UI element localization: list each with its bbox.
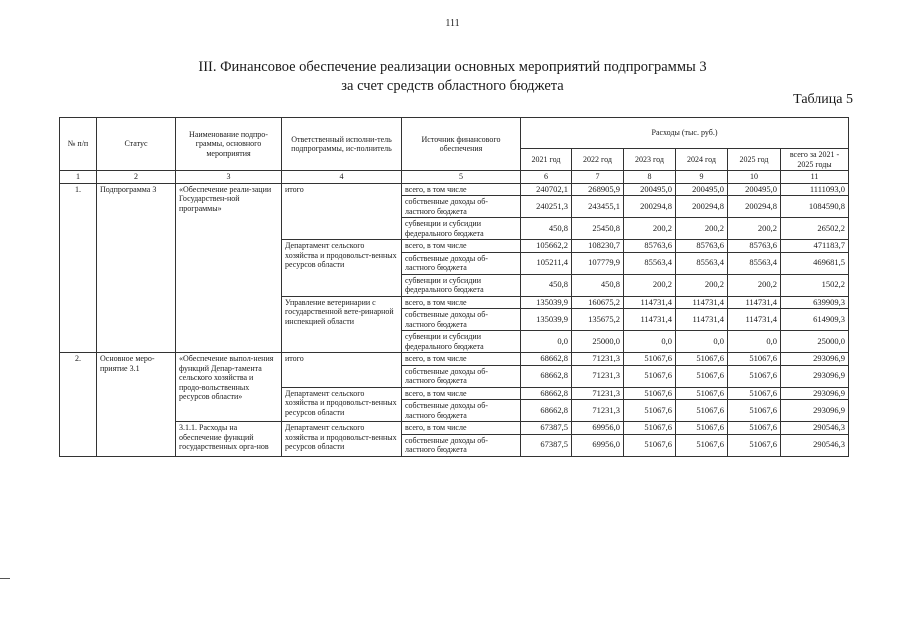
value-2025: 51067,6 [728,422,781,435]
value-2023: 85763,6 [624,240,676,253]
value-2021: 135039,9 [521,296,572,309]
table-label: Таблица 5 [793,92,853,107]
header-num: № п/п [60,118,97,171]
value-2025: 114731,4 [728,309,781,331]
row-source: всего, в том числе [402,183,521,196]
column-number: 7 [572,171,624,184]
page-title [100,58,805,96]
column-number: 2 [97,171,176,184]
value-2024: 51067,6 [676,387,728,400]
column-number: 11 [781,171,849,184]
value-total: 639909,3 [781,296,849,309]
value-2021: 105211,4 [521,252,572,274]
value-total: 1084590,8 [781,196,849,218]
row-status: Основное меро-приятие 3.1 [97,353,176,457]
value-2021: 0,0 [521,331,572,353]
value-2025: 114731,4 [728,296,781,309]
value-2021: 68662,8 [521,400,572,422]
value-2023: 85563,4 [624,252,676,274]
value-2021: 68662,8 [521,353,572,366]
value-2024: 114731,4 [676,296,728,309]
value-total: 1111093,0 [781,183,849,196]
row-executor: Департамент сельского хозяйства и продовольст-венных ресурсов области [282,387,402,422]
value-2024: 200,2 [676,218,728,240]
value-2025: 51067,6 [728,353,781,366]
value-2023: 200,2 [624,274,676,296]
header-year-2023: 2023 год [624,149,676,171]
row-source: субвенции и субсидии федерального бюджета [402,218,521,240]
value-2021: 240251,3 [521,196,572,218]
row-executor: итого [282,353,402,388]
value-2023: 200294,8 [624,196,676,218]
scan-edge-mark [0,578,10,579]
value-2023: 51067,6 [624,434,676,456]
value-2025: 85563,4 [728,252,781,274]
title-line-1: III. Финансовое обеспечение реализации основных мероприятий подпрограммы 3 [198,59,707,75]
value-2022: 108230,7 [572,240,624,253]
value-total: 26502,2 [781,218,849,240]
header-year-2024: 2024 год [676,149,728,171]
budget-table [59,117,849,457]
row-executor: Управление ветеринарии с государственной вете-ринарной инспекцией области [282,296,402,353]
column-number: 10 [728,171,781,184]
row-source: субвенции и субсидии федерального бюджета [402,331,521,353]
column-number: 4 [282,171,402,184]
value-2022: 69956,0 [572,434,624,456]
value-2025: 51067,6 [728,400,781,422]
value-2023: 51067,6 [624,365,676,387]
row-name: «Обеспечение выпол-нения функций Депар-тамента сельского хозяйства и продо-вольственных ресурсов области» [176,353,282,422]
value-2024: 51067,6 [676,400,728,422]
value-2024: 85563,4 [676,252,728,274]
row-source: собственные доходы об-ластного бюджета [402,196,521,218]
row-source: собственные доходы об-ластного бюджета [402,400,521,422]
value-2022: 25450,8 [572,218,624,240]
row-source: всего, в том числе [402,387,521,400]
row-source: собственные доходы об-ластного бюджета [402,434,521,456]
header-source: Источник финансового обеспечения [402,118,521,171]
value-total: 1502,2 [781,274,849,296]
value-2023: 114731,4 [624,309,676,331]
value-total: 469681,5 [781,252,849,274]
header-year-2022: 2022 год [572,149,624,171]
value-2023: 51067,6 [624,400,676,422]
row-name: 3.1.1. Расходы на обеспечение функций государственных орга-нов [176,422,282,457]
value-total: 290546,3 [781,434,849,456]
header-status: Статус [97,118,176,171]
value-2025: 0,0 [728,331,781,353]
value-2024: 0,0 [676,331,728,353]
value-2024: 200495,0 [676,183,728,196]
value-total: 293096,9 [781,400,849,422]
row-source: всего, в том числе [402,296,521,309]
table-row [60,353,849,366]
column-number: 3 [176,171,282,184]
value-2024: 51067,6 [676,365,728,387]
value-2023: 114731,4 [624,296,676,309]
value-2023: 51067,6 [624,422,676,435]
row-number: 2. [60,353,97,457]
column-number: 9 [676,171,728,184]
value-total: 293096,9 [781,365,849,387]
value-2021: 450,8 [521,218,572,240]
value-2024: 85763,6 [676,240,728,253]
row-executor: итого [282,183,402,240]
page-number: 111 [445,18,460,29]
table-row [60,422,849,435]
value-2025: 200,2 [728,218,781,240]
value-2022: 450,8 [572,274,624,296]
value-2022: 71231,3 [572,353,624,366]
value-2024: 51067,6 [676,422,728,435]
value-total: 293096,9 [781,353,849,366]
row-executor: Департамент сельского хозяйства и продовольст-венных ресурсов области [282,422,402,457]
value-total: 290546,3 [781,422,849,435]
value-2022: 69956,0 [572,422,624,435]
value-2021: 450,8 [521,274,572,296]
value-2021: 240702,1 [521,183,572,196]
value-2024: 200,2 [676,274,728,296]
value-2022: 135675,2 [572,309,624,331]
value-2021: 67387,5 [521,434,572,456]
value-2022: 243455,1 [572,196,624,218]
row-source: собственные доходы об-ластного бюджета [402,252,521,274]
value-2021: 135039,9 [521,309,572,331]
row-source: собственные доходы об-ластного бюджета [402,309,521,331]
row-source: собственные доходы об-ластного бюджета [402,365,521,387]
row-source: всего, в том числе [402,240,521,253]
column-number: 6 [521,171,572,184]
value-2024: 114731,4 [676,309,728,331]
value-2025: 51067,6 [728,434,781,456]
value-2025: 51067,6 [728,387,781,400]
column-number-row [60,171,849,184]
header-year-2021: 2021 год [521,149,572,171]
value-2021: 67387,5 [521,422,572,435]
row-source: всего, в том числе [402,422,521,435]
row-source: субвенции и субсидии федерального бюджета [402,274,521,296]
value-2022: 107779,9 [572,252,624,274]
value-total: 614909,3 [781,309,849,331]
value-2024: 200294,8 [676,196,728,218]
row-status: Подпрограмма 3 [97,183,176,353]
value-2022: 160675,2 [572,296,624,309]
header-name: Наименование подпро-граммы, основного мероприятия [176,118,282,171]
column-number: 1 [60,171,97,184]
value-2021: 68662,8 [521,365,572,387]
header-year-total: всего за 2021 - 2025 годы [781,149,849,171]
value-2021: 68662,8 [521,387,572,400]
header-expenses: Расходы (тыс. руб.) [521,118,849,149]
column-number: 5 [402,171,521,184]
header-year-2025: 2025 год [728,149,781,171]
value-total: 471183,7 [781,240,849,253]
row-number: 1. [60,183,97,353]
value-2023: 51067,6 [624,387,676,400]
value-total: 293096,9 [781,387,849,400]
value-2023: 200495,0 [624,183,676,196]
value-2025: 200294,8 [728,196,781,218]
value-total: 25000,0 [781,331,849,353]
value-2022: 71231,3 [572,400,624,422]
value-2022: 268905,9 [572,183,624,196]
value-2025: 200495,0 [728,183,781,196]
value-2025: 85763,6 [728,240,781,253]
row-name: «Обеспечение реали-зации Государствен-ной программы» [176,183,282,353]
value-2022: 25000,0 [572,331,624,353]
value-2023: 51067,6 [624,353,676,366]
value-2024: 51067,6 [676,434,728,456]
value-2023: 0,0 [624,331,676,353]
header-executor: Ответственный исполни-тель подпрограммы, ис-полнитель [282,118,402,171]
value-2021: 105662,2 [521,240,572,253]
column-number: 8 [624,171,676,184]
title-line-2: за счет средств областного бюджета [341,78,564,94]
row-source: всего, в том числе [402,353,521,366]
table-row [60,183,849,196]
value-2024: 51067,6 [676,353,728,366]
value-2022: 71231,3 [572,387,624,400]
value-2022: 71231,3 [572,365,624,387]
value-2025: 51067,6 [728,365,781,387]
value-2023: 200,2 [624,218,676,240]
row-executor: Департамент сельского хозяйства и продовольст-венных ресурсов области [282,240,402,297]
value-2025: 200,2 [728,274,781,296]
